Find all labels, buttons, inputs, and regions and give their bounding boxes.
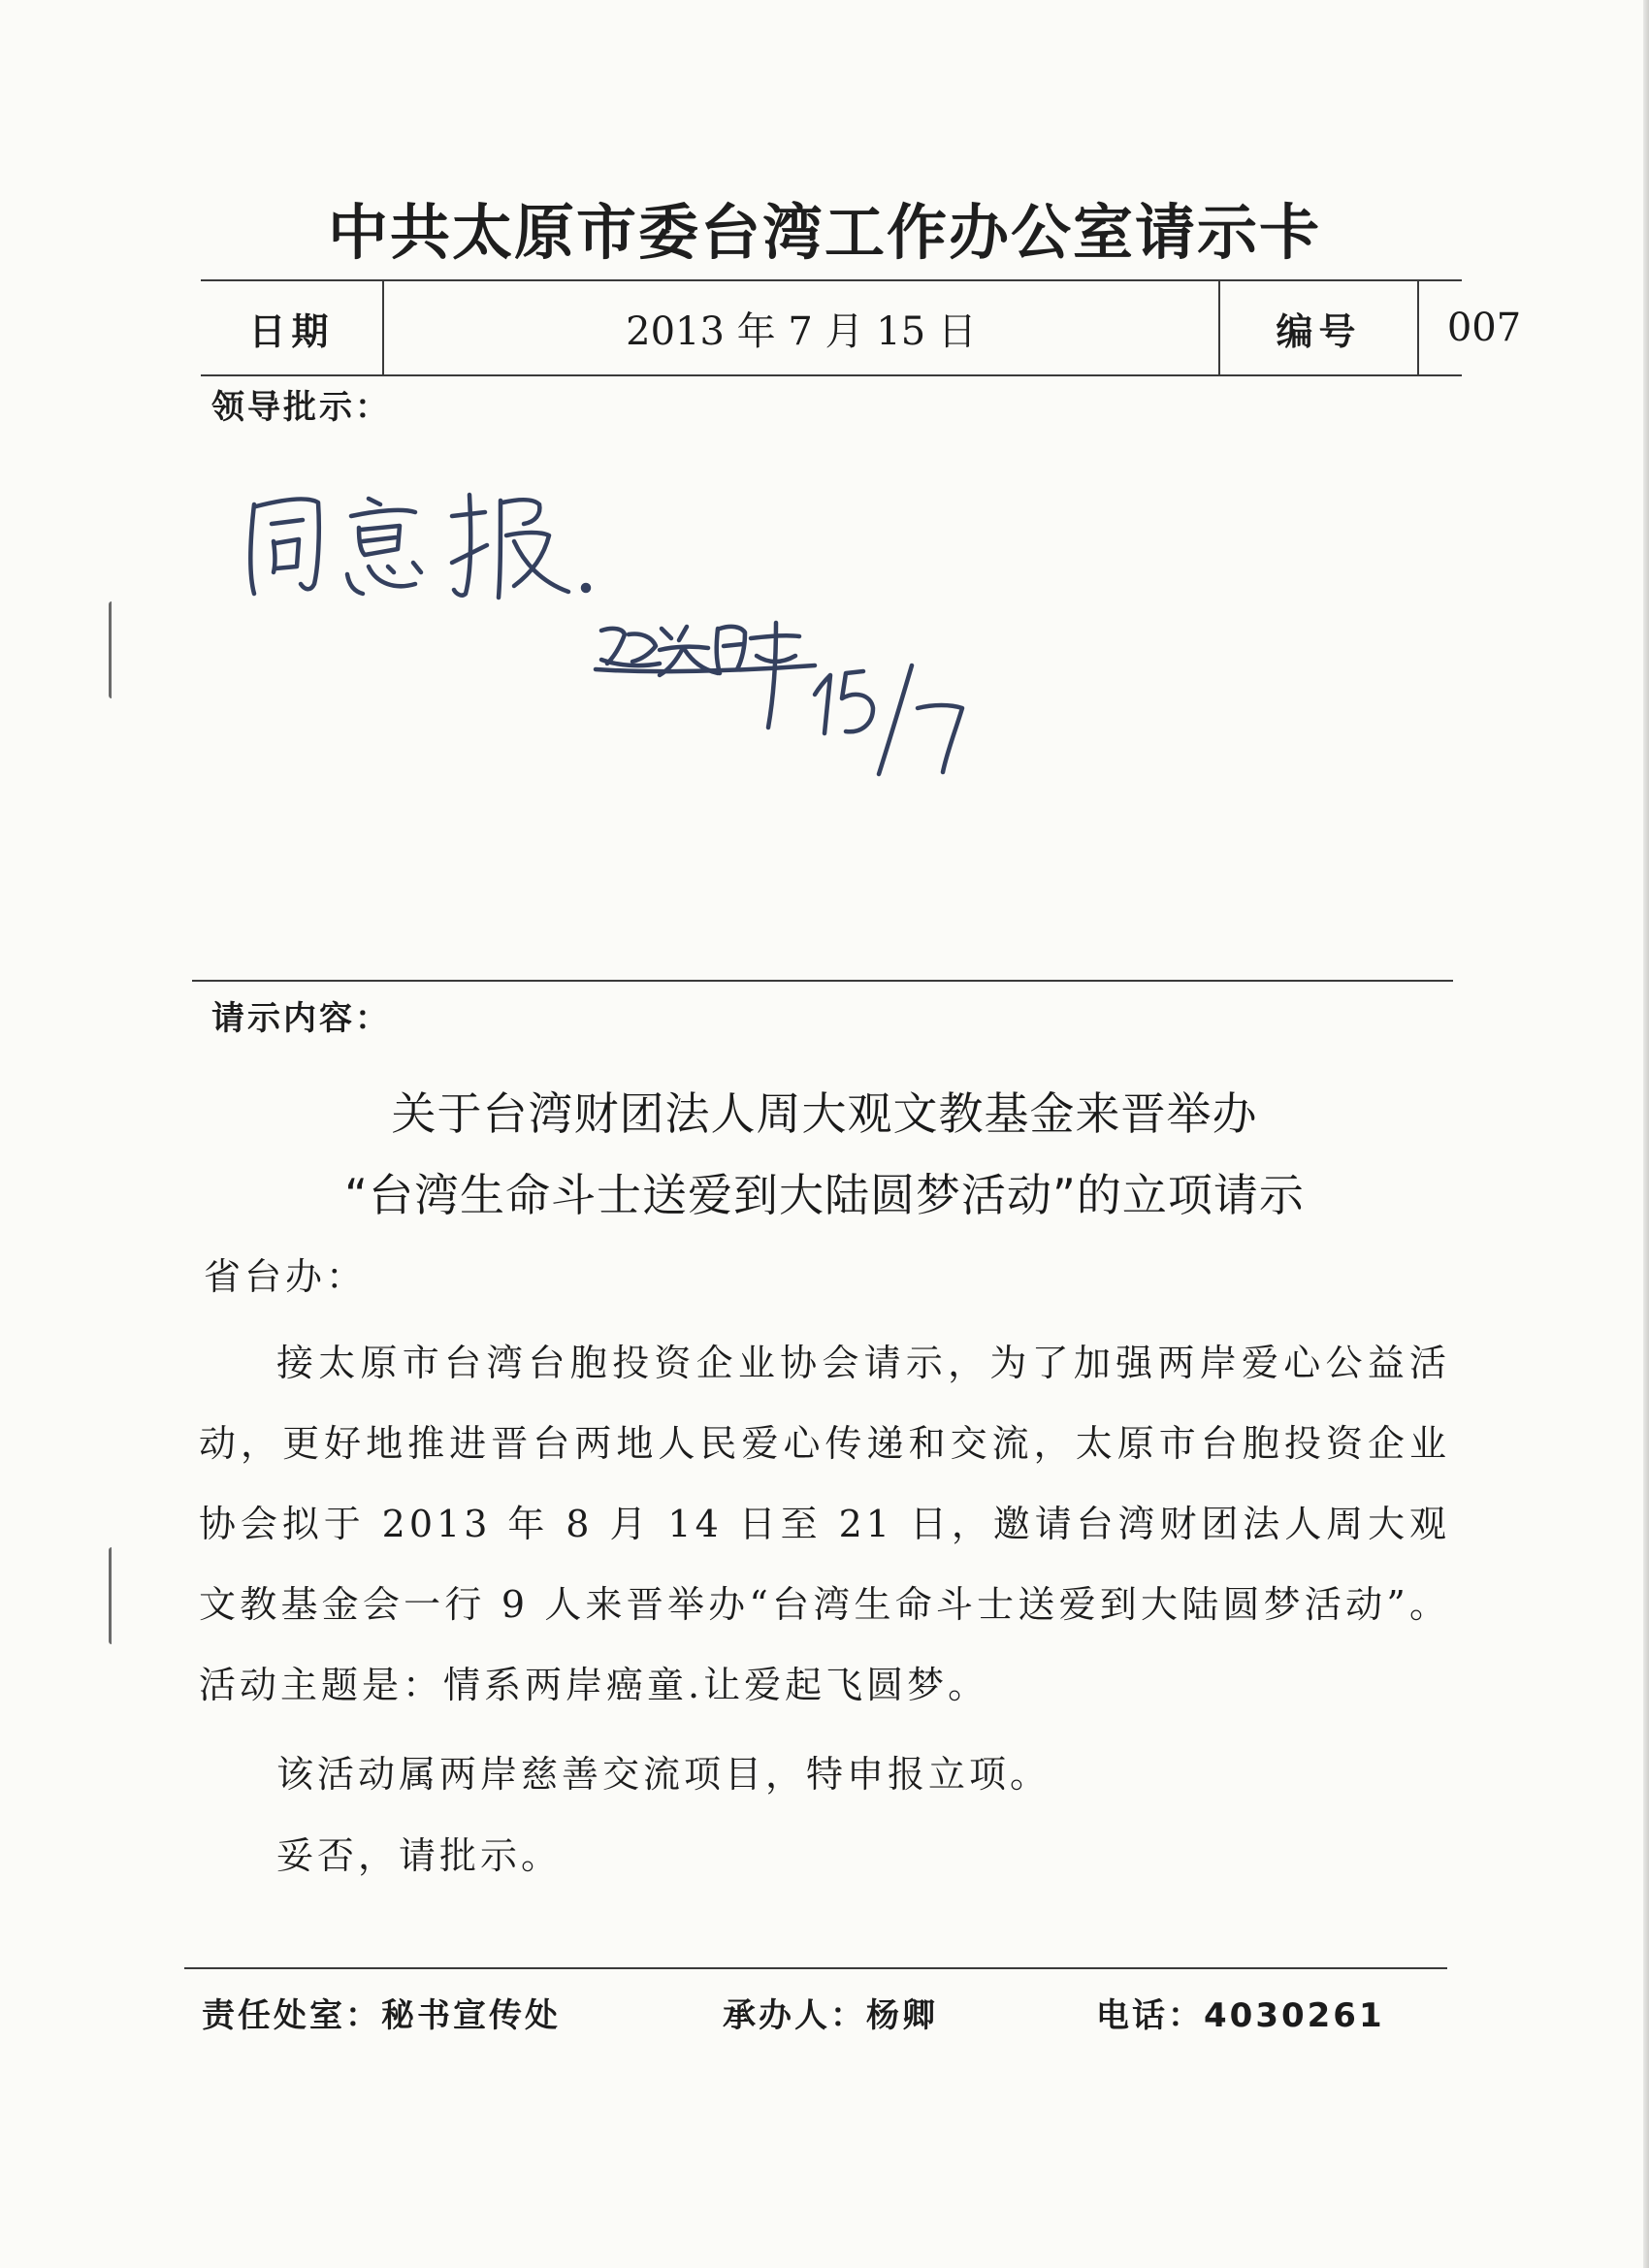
number-value: 007 (1446, 306, 1522, 350)
body-paragraph-2: 该活动属两岸慈善交流项目，特申报立项。 (276, 1753, 1051, 1796)
leader-instruction-label: 领导批示： (211, 388, 391, 427)
phone-number: 电话：4030261 (1096, 1996, 1385, 2035)
section-divider (192, 980, 1453, 982)
header-table (201, 279, 1522, 376)
body-paragraph-1: 接太原市台湾台胞投资企业协会请示，为了加强两岸爱心公益活动，更好地推进晋台两地人民爱心传递和交流，太原市台胞投资企业协会拟于 2013 年 8 月 14 日至 21 日，邀请台湾财团法人周大观文教基金会一行 9 人来晋举办“台湾生命斗士送爱到大陆圆梦活动”。活动主题是：情系两岸癌童.让爱起飞圆梦。 (199, 1342, 1450, 1706)
punch-mark-bottom (109, 1547, 117, 1644)
card-title: 中共太原市委台湾工作办公室请示卡 (327, 197, 1321, 268)
request-content-label: 请示内容： (211, 999, 391, 1038)
handwritten-approval (233, 466, 1009, 786)
salutation: 省台办： (204, 1255, 368, 1298)
date-value: 2013 年 7 月 15 日 (626, 308, 977, 354)
number-label: 编号 (1276, 309, 1362, 353)
punch-mark-top (109, 601, 117, 698)
request-title-line1: 关于台湾财团法人周大观文教基金来晋举办 (391, 1087, 1258, 1140)
body-paragraph-3: 妥否，请批示。 (276, 1834, 563, 1877)
responsible-office: 责任处室：秘书宣传处 (202, 1996, 561, 2035)
handwriting-svg (233, 466, 1009, 786)
date-label: 日期 (248, 309, 335, 353)
footer-divider (184, 1967, 1447, 1969)
page-edge (1643, 0, 1649, 2268)
handler-name: 承办人：杨卿 (723, 1996, 938, 2035)
request-title-line2: “台湾生命斗士送爱到大陆圆梦活动”的立项请示 (344, 1169, 1305, 1221)
